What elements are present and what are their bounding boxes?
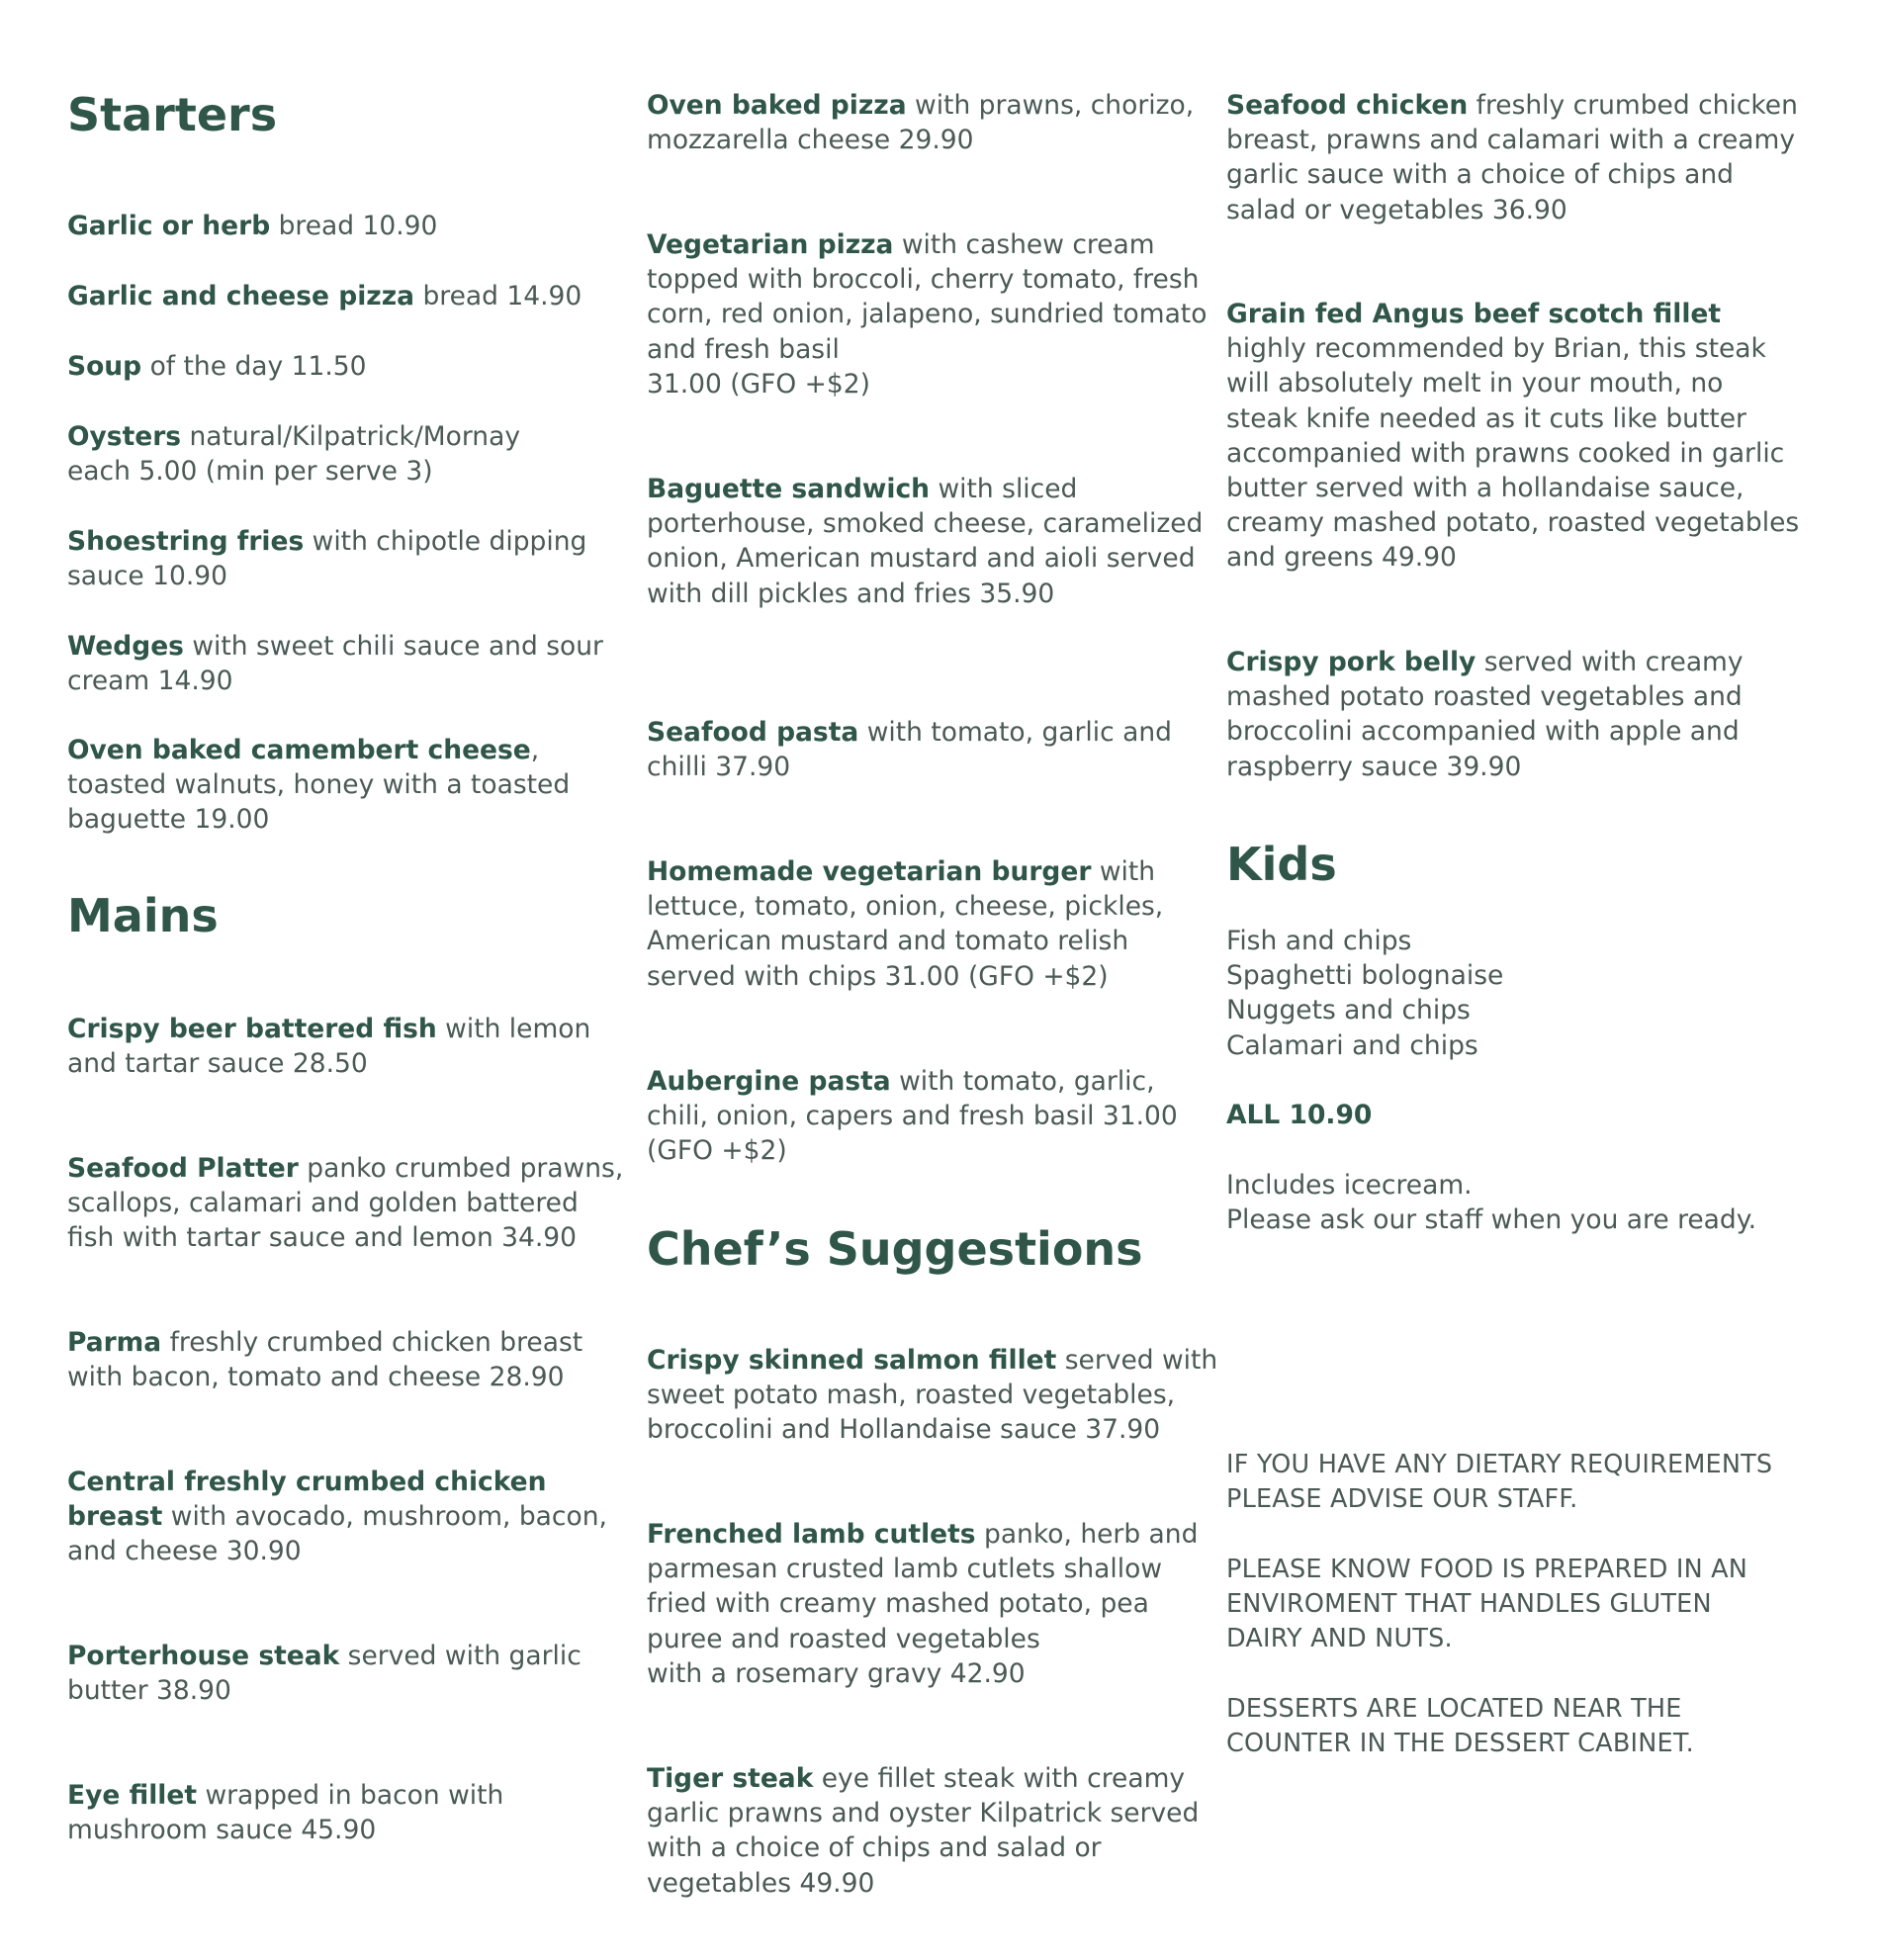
item-desc: served with garlic butter 38.90: [67, 1641, 582, 1707]
item-name: Oven baked pizza: [647, 90, 907, 121]
chef-item: [647, 1761, 1220, 1901]
starter-item: [67, 524, 631, 593]
item-name: Homemade vegetarian burger: [647, 856, 1092, 887]
item-name: Wedges: [67, 631, 184, 662]
item-desc: with sweet chili sauce and sour cream 14.90: [67, 631, 603, 697]
main-item: [67, 1778, 631, 1847]
main-item: [647, 854, 1220, 994]
allergen-notice: PLEASE KNOW FOOD IS PREPARED IN AN ENVIROMENT THAT HANDLES GLUTEN DAIRY AND NUTS.: [1226, 1555, 1748, 1654]
starter-item: [67, 279, 631, 313]
item-desc: freshly crumbed chicken breast, prawns and calamari with a creamy garlic sauce with a choice of chips and salad or vegetables 36.90: [1226, 90, 1798, 225]
item-name: Grain fed Angus beef scotch fillet: [1226, 299, 1722, 329]
starter-item: [67, 733, 631, 838]
item-desc: served with sweet potato mash, roasted vegetables, broccolini and Hollandaise sauce 37.90: [647, 1345, 1218, 1446]
item-desc: with lettuce, tomato, onion, cheese, pickles, American mustard and tomato relish served with chips 31.00 (GFO +$2): [647, 856, 1164, 992]
item-name: Aubergine pasta: [647, 1066, 891, 1097]
kids-menu-list: [1226, 924, 1800, 1063]
kids-heading: Kids: [1226, 838, 1337, 891]
item-name: Seafood pasta: [647, 717, 859, 748]
item-name: Eye fillet: [67, 1780, 198, 1811]
item-desc: with prawns, chorizo, mozzarella cheese 29.90: [647, 90, 1195, 156]
item-name: Seafood chicken: [1226, 90, 1469, 121]
list-item: Nuggets and chips: [1226, 995, 1471, 1026]
item-name: Crispy pork belly: [1226, 647, 1476, 677]
starter-item: [67, 209, 631, 243]
item-name: Crispy skinned salmon fillet: [647, 1345, 1057, 1376]
item-name: Tiger steak: [647, 1763, 814, 1794]
item-name: Garlic or herb: [67, 211, 271, 241]
item-name: Vegetarian pizza: [647, 229, 894, 260]
item-desc: , toasted walnuts, honey with a toasted baguette 19.00: [67, 735, 571, 836]
item-desc: natural/Kilpatrick/Mornay each 5.00 (min per serve 3): [67, 421, 521, 488]
mains-heading: Mains: [67, 889, 219, 942]
kids-price: ALL 10.90: [1226, 1100, 1373, 1130]
item-name: Seafood Platter: [67, 1153, 299, 1184]
item-name: Porterhouse steak: [67, 1641, 340, 1671]
main-item: [647, 1064, 1220, 1169]
item-desc: bread 14.90: [414, 281, 582, 312]
item-desc: with lemon and tartar sauce 28.50: [67, 1014, 591, 1080]
item-name: Frenched lamb cutlets: [647, 1519, 976, 1550]
item-name: Soup: [67, 351, 142, 382]
dietary-notice: IF YOU HAVE ANY DIETARY REQUIREMENTS PLEASE ADVISE OUR STAFF.: [1226, 1450, 1773, 1515]
item-desc: freshly crumbed chicken breast with bacon, tomato and cheese 28.90: [67, 1327, 583, 1393]
item-name: Central freshly crumbed chicken breast: [67, 1467, 547, 1533]
item-name: Oven baked camembert cheese: [67, 735, 531, 765]
item-desc: wrapped in bacon with mushroom sauce 45.90: [67, 1780, 504, 1846]
chef-item: [647, 1343, 1220, 1448]
item-desc: panko crumbed prawns, scallops, calamari and golden battered fish with tartar sauce and lemon 34.90: [67, 1153, 624, 1254]
item-desc: with sliced porterhouse, smoked cheese, caramelized onion, American mustard and aioli served with dill pickles and fries 35.90: [647, 474, 1204, 609]
kids-note: Includes icecream.: [1226, 1170, 1473, 1201]
kids-note: Please ask our staff when you are ready.: [1226, 1204, 1757, 1236]
item-desc: bread 10.90: [270, 211, 438, 241]
item-desc: served with creamy mashed potato roasted vegetables and broccolini accompanied with apple and raspberry sauce 39.90: [1226, 647, 1744, 782]
main-item: [67, 1012, 631, 1081]
main-item: [647, 88, 1220, 157]
starter-item: [67, 349, 631, 384]
chef-item: [647, 1517, 1220, 1691]
item-desc: with avocado, mushroom, bacon, and cheese 30.90: [67, 1501, 607, 1567]
chefs-heading: Chef’s Suggestions: [647, 1222, 1143, 1276]
starter-item: [67, 419, 532, 489]
main-item: [67, 1325, 631, 1394]
dessert-notice: DESSERTS ARE LOCATED NEAR THE COUNTER IN THE DESSERT CABINET.: [1226, 1694, 1694, 1759]
item-name: Shoestring fries: [67, 526, 305, 557]
item-name: Crispy beer battered fish: [67, 1014, 437, 1044]
main-item: [67, 1151, 631, 1256]
item-desc: with tomato, garlic and chilli 37.90: [647, 717, 1172, 783]
chef-item: [1226, 88, 1800, 227]
starter-item: [67, 629, 631, 698]
item-desc: with chipotle dipping sauce 10.90: [67, 526, 587, 592]
main-item: [647, 227, 1220, 401]
chef-item: [1226, 297, 1800, 576]
item-desc: of the day 11.50: [141, 351, 367, 382]
item-desc: panko, herb and parmesan crusted lamb cutlets shallow fried with creamy mashed potato, pea puree and roasted vegetables: [647, 1519, 1199, 1654]
kids-notes: [1226, 1168, 1800, 1237]
list-item: Spaghetti bolognaise: [1226, 960, 1504, 992]
item-desc-continued: with a rosemary gravy 42.90: [647, 1657, 1026, 1689]
chef-item: [1226, 645, 1800, 784]
main-item: [647, 472, 1220, 611]
main-item: [647, 715, 1220, 784]
item-name: Garlic and cheese pizza: [67, 281, 415, 312]
main-item: [67, 1465, 631, 1569]
item-name: Oysters: [67, 421, 182, 452]
item-desc: highly recommended by Brian, this steak will absolutely melt in your mouth, no steak knife needed as it cuts like butter accompanied with prawns cooked in garlic butter served with a hollandaise sauce, creamy mashed potato, roasted vegetables and greens 49.90: [1226, 333, 1800, 574]
item-name: Parma: [67, 1327, 162, 1358]
item-name: Baguette sandwich: [647, 474, 931, 504]
starters-heading: Starters: [67, 88, 278, 141]
list-item: Calamari and chips: [1226, 1029, 1478, 1061]
item-price: 31.00 (GFO +$2): [647, 368, 870, 400]
item-desc: eye fillet steak with creamy garlic prawns and oyster Kilpatrick served with a choice of chips and salad or vegetables 49.90: [647, 1763, 1200, 1899]
list-item: Fish and chips: [1226, 926, 1412, 956]
item-desc: with cashew cream topped with broccoli, cherry tomato, fresh corn, red onion, jalapeno, sundried tomato and fresh basil: [647, 229, 1208, 365]
main-item: [67, 1639, 631, 1708]
item-desc: with tomato, garlic, chili, onion, capers and fresh basil 31.00 (GFO +$2): [647, 1066, 1178, 1167]
